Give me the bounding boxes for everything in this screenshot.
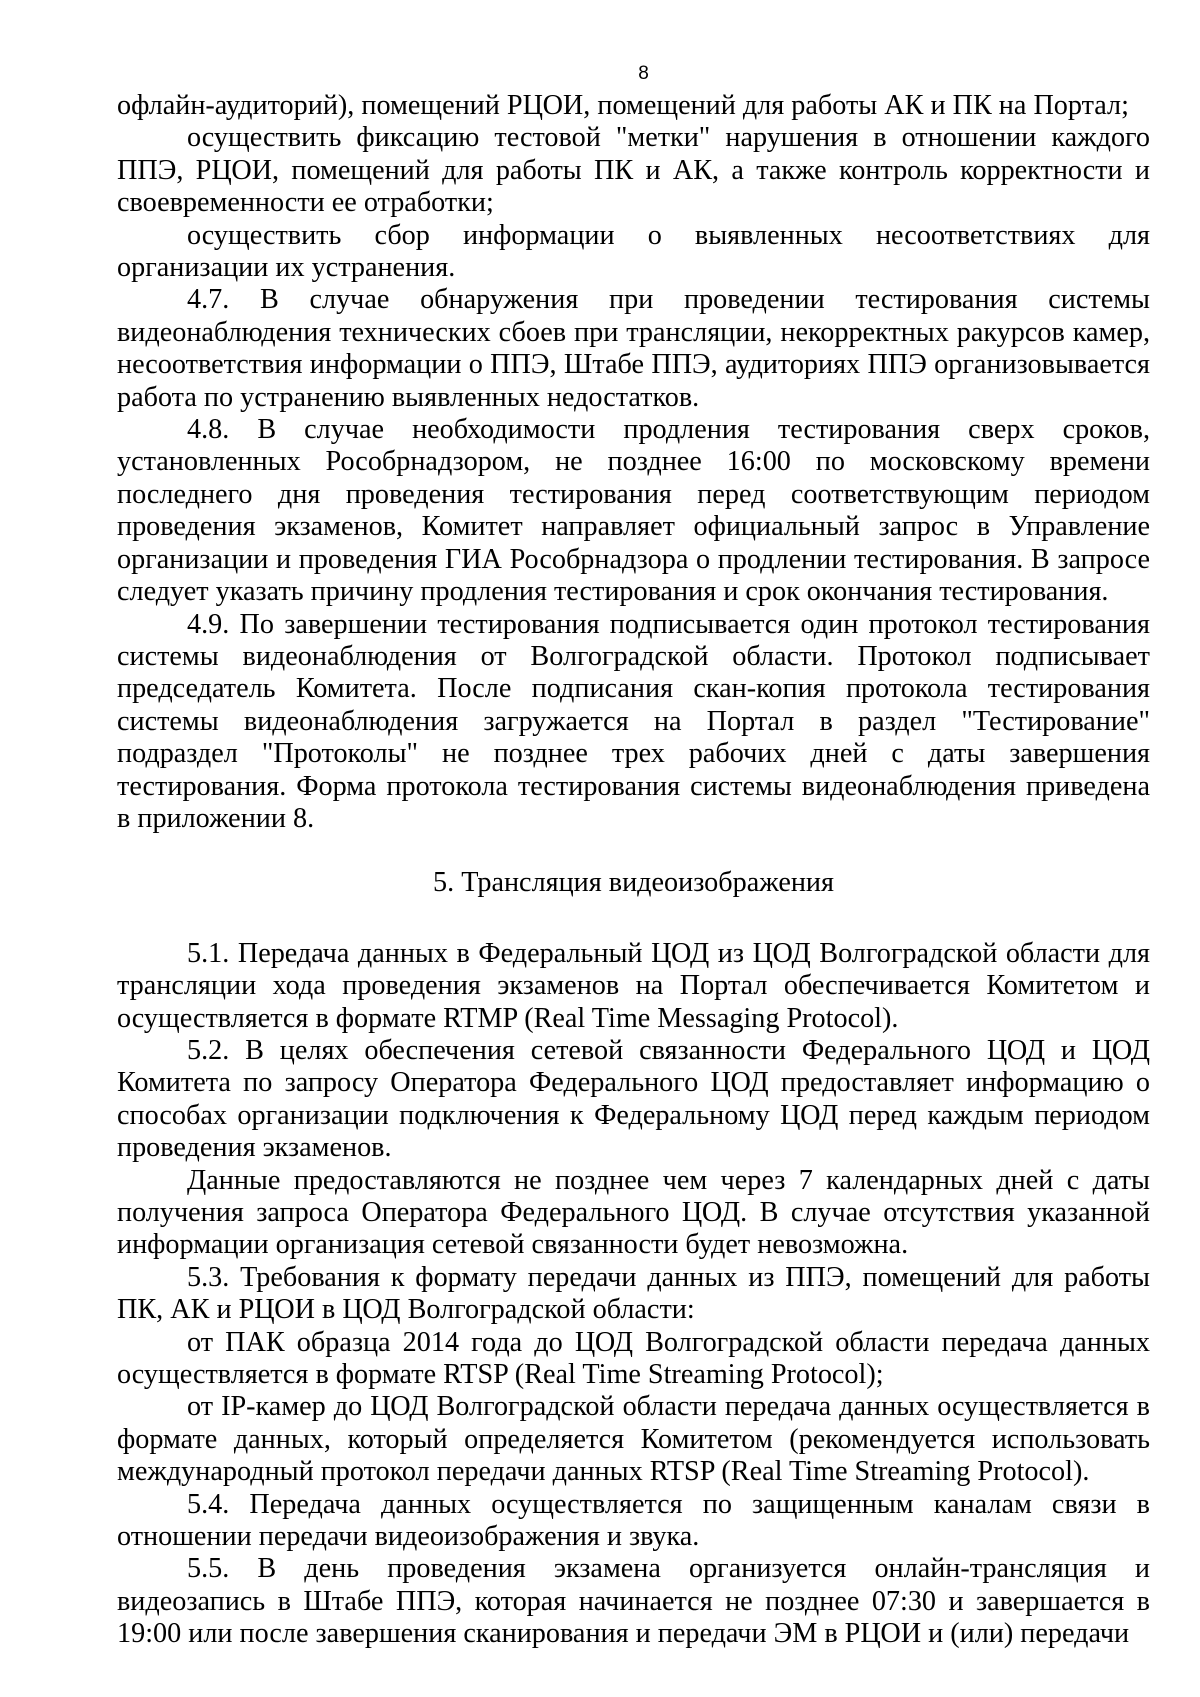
paragraph-4-7: 4.7. В случае обнаружения при проведении тестирования системы видеонаблюдения технических сбоев при трансляции, некорректных ракурсов камер, несоответствия информации о ППЭ, Штабе ППЭ, аудиториях ППЭ организовывается работа по устранению выявленных недостатков. [117, 284, 1150, 413]
paragraph-continuation: офлайн-аудиторий), помещений РЦОИ, помещений для работы АК и ПК на Портал; [117, 90, 1129, 121]
paragraph: Данные предоставляются не позднее чем через 7 календарных дней с даты получения запроса Оператора Федерального ЦОД. В случае отсутствия указанной информации организация сетевой связанности будет невозможна. [117, 1164, 1150, 1261]
paragraph: от ПАК образца 2014 года до ЦОД Волгоградской области передача данных осуществляется в формате RTSP (Real Time Streaming Protocol); [117, 1326, 1150, 1391]
paragraph: осуществить сбор информации о выявленных несоответствиях для организации их устранения. [117, 219, 1150, 284]
paragraph-5-5: 5.5. В день проведения экзамена организуется онлайн-трансляция и видеозапись в Штабе ППЭ, которая начинается не позднее 07:30 и завершается в 19:00 или после завершения сканирования и передачи ЭМ в РЦОИ и (или) передачи [117, 1553, 1150, 1650]
paragraphs-block-2 [117, 938, 1150, 1651]
paragraph-5-4: 5.4. Передача данных осуществляется по защищенным каналам связи в отношении передачи видеоизображения и звука. [117, 1488, 1150, 1553]
paragraph-4-9: 4.9. По завершении тестирования подписывается один протокол тестирования системы видеонаблюдения от Волгоградской области. Протокол подписывает председатель Комитета. После подписания скан-копия протокола тестирования системы видеонаблюдения загружается на Портал в раздел "Тестирование" подраздел "Протоколы" не позднее трех рабочих дней с даты завершения тестирования. Форма протокола тестирования системы видеонаблюдения приведена в приложении 8. [117, 608, 1150, 834]
paragraph-4-8: 4.8. В случае необходимости продления тестирования сверх сроков, установленных Рособрнадзором, не позднее 16:00 по московскому времени последнего дня проведения тестирования перед соответствующим периодом проведения экзаменов, Комитет направляет официальный запрос в Управление организации и проведения ГИА Рособрнадзора о продлении тестирования. В запросе следует указать причину продления тестирования и срок окончания тестирования. [117, 414, 1150, 608]
paragraph-5-3: 5.3. Требования к формату передачи данных из ППЭ, помещений для работы ПК, АК и РЦОИ в ЦОД Волгоградской области: [117, 1261, 1150, 1326]
section-heading: 5. Трансляция видеоизображения [433, 867, 834, 899]
paragraph-5-1: 5.1. Передача данных в Федеральный ЦОД из ЦОД Волгоградской области для трансляции хода проведения экзаменов на Портал обеспечивается Комитетом и осуществляется в формате RTMP (Real Time Messaging Protocol). [117, 937, 1150, 1034]
paragraph: осуществить фиксацию тестовой "метки" нарушения в отношении каждого ППЭ, РЦОИ, помещений для работы ПК и АК, а также контроль корректности и своевременности ее отработки; [117, 122, 1150, 219]
paragraph: от IP-камер до ЦОД Волгоградской области передача данных осуществляется в формате данных, который определяется Комитетом (рекомендуется использовать международный протокол передачи данных RTSP (Real Time Streaming Protocol). [117, 1391, 1150, 1488]
document-page [117, 62, 1150, 1651]
paragraph-5-2: 5.2. В целях обеспечения сетевой связанности Федерального ЦОД и ЦОД Комитета по запросу Оператора Федерального ЦОД предоставляет информацию о способах организации подключения к Федеральному ЦОД перед каждым периодом проведения экзаменов. [117, 1034, 1150, 1164]
page-number: 8 [638, 63, 649, 84]
paragraphs-block-1 [117, 90, 1150, 835]
